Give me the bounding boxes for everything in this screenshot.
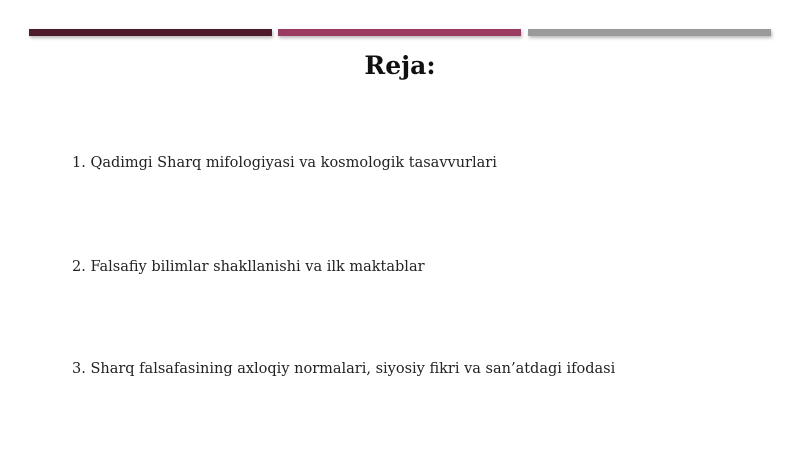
slide-title: Reja: [364,51,436,80]
accent-bar-magenta [278,29,521,36]
decorative-top-bars [29,29,771,37]
plan-item-3: 3. Sharq falsafasining axloqiy normalari, siyosiy fikri va san’atdagi ifodasi [72,361,616,377]
plan-item-1: 1. Qadimgi Sharq mifologiyasi va kosmologik tasavvurlari [72,155,497,171]
plan-item-2: 2. Falsafiy bilimlar shakllanishi va ilk maktablar [72,259,425,275]
accent-bar-gray [528,29,771,36]
accent-bar-dark [29,29,272,36]
